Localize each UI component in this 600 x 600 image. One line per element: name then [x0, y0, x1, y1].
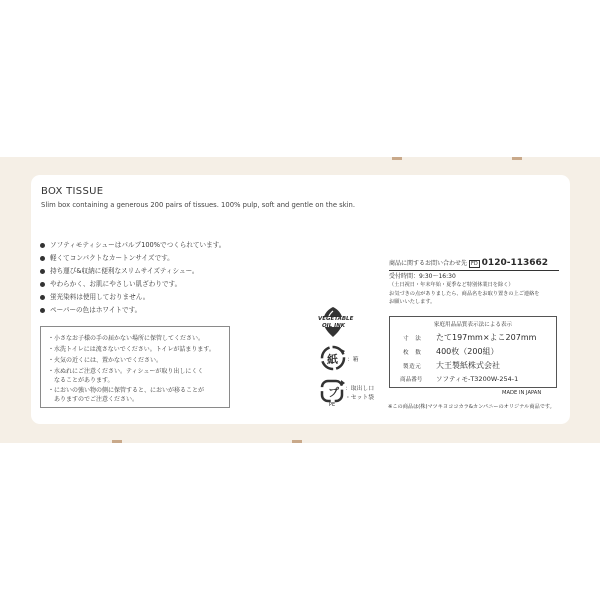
bullet-icon [40, 256, 45, 261]
contact-closed: （土日祝日・年末年始・夏季など特別休業日を除く） [389, 282, 514, 289]
caution-line: ・水ぬれにご注意ください。ティシューが取り出しにくく [48, 368, 204, 375]
spec-label: 枚 数 [403, 350, 422, 356]
spec-header: 家庭用品品質表示法による表示 [433, 322, 513, 328]
feature-item: 持ち運び&収納に便利なスリムサイズティシュー。 [40, 265, 225, 278]
trademark-note: ※この商品は(株)マツキヨココカラ&カンパニーのオリジナル商品です。 [388, 404, 555, 410]
made-in: MADE IN JAPAN [502, 390, 542, 396]
divider [389, 270, 559, 271]
fold-mark [512, 157, 522, 160]
feature-list [40, 239, 225, 318]
quality-label-table [389, 316, 557, 388]
caution-line: ・においの強い物の側に保管すると、においが移ることが [48, 387, 205, 394]
bullet-icon [40, 243, 45, 248]
fold-mark [392, 157, 402, 160]
caution-line: ・火気の近くには、置かないでください。 [48, 357, 163, 364]
caution-line: ありますのでご注意ください。 [48, 396, 139, 403]
freedial-icon: FD [470, 260, 478, 267]
contact-info [389, 258, 559, 307]
product-subtitle: Slim box containing a generous 200 pairs of tissues. 100% pulp, soft and gentle on the skin. [41, 201, 356, 209]
contact-note: お願いいたします。 [389, 299, 436, 306]
feature-item: やわらかく、お肌にやさしい肌ざわりです。 [40, 278, 225, 291]
feature-item: 軽くてコンパクトなカートンサイズです。 [40, 252, 225, 265]
plastic-label-1: ：取出し口 [345, 386, 374, 392]
contact-note: お気づきの点がありましたら、商品名をお取り置きの上ご連絡を [389, 290, 540, 297]
feature-item: ソフティモティシューはパルプ100%でつくられています。 [40, 239, 225, 252]
product-title: BOX TISSUE [41, 186, 104, 197]
spec-label: 寸 法 [403, 336, 422, 342]
spec-value: 400枚（200組） [436, 347, 499, 356]
feature-item: 蛍光染料は使用しておりません。 [40, 291, 225, 304]
caution-line: ・水洗トイレには流さないでください。トイレが詰まります。 [48, 346, 215, 353]
svg-text:プ: プ [328, 386, 339, 399]
spec-label: 製造元 [403, 364, 422, 370]
contact-hours: 受付時間：9:30〜16:30 [389, 272, 456, 280]
caution-box [40, 326, 230, 408]
plastic-recycle-icon: プ PE [320, 378, 346, 408]
contact-label: 商品に関するお問い合わせ先 [389, 260, 468, 267]
bullet-icon [40, 308, 45, 313]
spec-value: 大王製紙株式会社 [436, 361, 500, 370]
spec-value: ソフティモ-T3200W-254-1 [436, 375, 519, 383]
phone-number: 0120-113662 [481, 258, 549, 268]
bullet-icon [40, 282, 45, 287]
fold-mark [292, 440, 302, 443]
feature-item: ペーパーの色はホワイトです。 [40, 304, 225, 317]
paper-recycle-icon: 紙 [320, 345, 346, 371]
plastic-label-2: ・セット袋 [345, 395, 374, 401]
spec-value: たて197mm×よこ207mm [436, 333, 537, 342]
bullet-icon [40, 295, 45, 300]
paper-label: ：箱 [347, 357, 359, 363]
bullet-icon [40, 269, 45, 274]
spec-label: 商品番号 [400, 377, 423, 383]
caution-line: なることがあります。 [48, 377, 114, 384]
vegetable-oil-ink-icon: VEGETABLE OIL INK [318, 305, 348, 339]
caution-line: ・小さなお子様の手の届かない場所に保管してください。 [48, 335, 205, 342]
fold-mark [112, 440, 122, 443]
